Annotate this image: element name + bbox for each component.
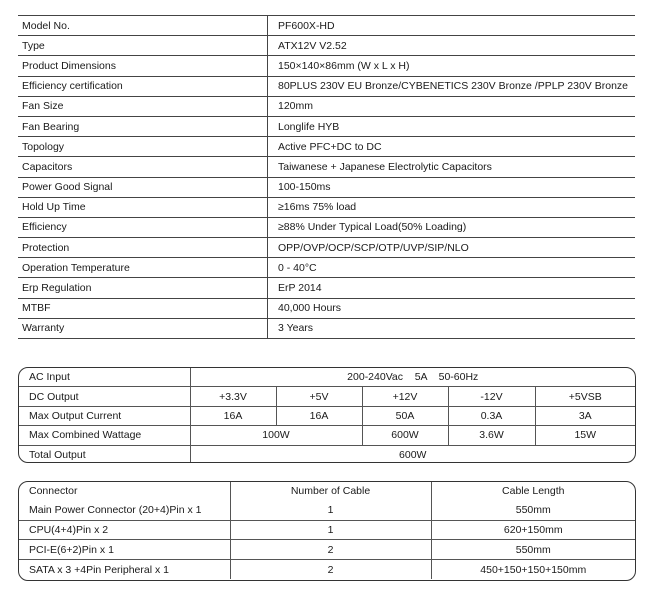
cable-length: 550mm bbox=[431, 501, 635, 520]
spec-value: 120mm bbox=[268, 96, 636, 116]
spec-label: Warranty bbox=[18, 318, 268, 338]
connector-row bbox=[19, 560, 635, 579]
cable-count: 1 bbox=[230, 520, 431, 540]
max-current-row bbox=[19, 406, 635, 425]
spec-label: MTBF bbox=[18, 298, 268, 318]
spec-row bbox=[18, 278, 635, 298]
max-combined-label: Max Combined Wattage bbox=[19, 426, 190, 445]
spec-label: Capacitors bbox=[18, 157, 268, 177]
cable-length: 550mm bbox=[431, 540, 635, 560]
current-3v3: 16A bbox=[190, 406, 276, 425]
header-number-of-cable: Number of Cable bbox=[230, 482, 431, 501]
spec-label: Topology bbox=[18, 137, 268, 157]
rail-3v3: +3.3V bbox=[190, 387, 276, 406]
header-connector: Connector bbox=[19, 482, 230, 501]
spec-label: Fan Size bbox=[18, 96, 268, 116]
connector-table bbox=[18, 481, 636, 581]
current-neg12v: 0.3A bbox=[448, 406, 535, 425]
spec-row bbox=[18, 298, 635, 318]
spec-label: Efficiency certification bbox=[18, 76, 268, 96]
connector-name: SATA x 3 +4Pin Peripheral x 1 bbox=[19, 560, 230, 579]
spec-row bbox=[18, 217, 635, 237]
connector-row bbox=[19, 501, 635, 520]
current-5v: 16A bbox=[276, 406, 362, 425]
spec-label: Model No. bbox=[18, 16, 268, 36]
cable-length: 450+150+150+150mm bbox=[480, 563, 587, 576]
spec-row bbox=[18, 36, 635, 56]
rail-5vsb: +5VSB bbox=[535, 387, 635, 406]
spec-table bbox=[18, 15, 635, 339]
rail-neg12v: -12V bbox=[448, 387, 535, 406]
combined-12v: 600W bbox=[362, 426, 448, 445]
spec-row bbox=[18, 137, 635, 157]
connector-row bbox=[19, 520, 635, 540]
spec-label: Fan Bearing bbox=[18, 116, 268, 136]
spec-value: Longlife HYB bbox=[268, 116, 636, 136]
power-output-table bbox=[18, 367, 636, 463]
spec-value: 150×140×86mm (W x L x H) bbox=[268, 56, 636, 76]
spec-row bbox=[18, 16, 635, 36]
dc-output-label: DC Output bbox=[19, 387, 190, 406]
spec-value: 100-150ms bbox=[268, 177, 636, 197]
connector-row bbox=[19, 540, 635, 560]
current-12v: 50A bbox=[362, 406, 448, 425]
spec-label: Operation Temperature bbox=[18, 258, 268, 278]
spec-label: Type bbox=[18, 36, 268, 56]
spec-row bbox=[18, 318, 635, 338]
dc-output-row bbox=[19, 387, 635, 406]
total-output-row bbox=[19, 445, 635, 463]
spec-row bbox=[18, 56, 635, 76]
spec-row bbox=[18, 238, 635, 258]
spec-label: Protection bbox=[18, 238, 268, 258]
max-current-label: Max Output Current bbox=[19, 406, 190, 425]
spec-value: Taiwanese + Japanese Electrolytic Capacitors bbox=[268, 157, 636, 177]
connector-name: Main Power Connector (20+4)Pin x 1 bbox=[19, 501, 230, 520]
spec-label: Power Good Signal bbox=[18, 177, 268, 197]
spec-value: ≥88% Under Typical Load(50% Loading) bbox=[268, 217, 636, 237]
spec-value: 80PLUS 230V EU Bronze/CYBENETICS 230V Bronze /PPLP 230V Bronze bbox=[268, 76, 636, 96]
spec-row bbox=[18, 116, 635, 136]
rail-5v: +5V bbox=[276, 387, 362, 406]
spec-row bbox=[18, 157, 635, 177]
spec-label: Erp Regulation bbox=[18, 278, 268, 298]
spec-value: Active PFC+DC to DC bbox=[268, 137, 636, 157]
connector-header-row bbox=[19, 482, 635, 501]
ac-input-value: 200-240Vac 5A 50-60Hz bbox=[190, 368, 635, 387]
rail-12v: +12V bbox=[362, 387, 448, 406]
spec-value: ≥16ms 75% load bbox=[268, 197, 636, 217]
connector-name: PCI-E(6+2)Pin x 1 bbox=[19, 540, 230, 560]
max-combined-row bbox=[19, 426, 635, 445]
current-5vsb: 3A bbox=[535, 406, 635, 425]
ac-input-row bbox=[19, 368, 635, 387]
ac-input-label: AC Input bbox=[19, 368, 190, 387]
spec-row bbox=[18, 96, 635, 116]
header-cable-length: Cable Length bbox=[502, 485, 565, 498]
combined-5vsb: 15W bbox=[535, 426, 635, 445]
combined-neg12v: 3.6W bbox=[448, 426, 535, 445]
spec-value: 40,000 Hours bbox=[268, 298, 636, 318]
combined-3v3-5v: 100W bbox=[190, 426, 362, 445]
connector-name: CPU(4+4)Pin x 2 bbox=[19, 520, 230, 540]
spec-label: Product Dimensions bbox=[18, 56, 268, 76]
spec-value: OPP/OVP/OCP/SCP/OTP/UVP/SIP/NLO bbox=[268, 238, 636, 258]
total-output-value: 600W bbox=[399, 448, 427, 461]
spec-row bbox=[18, 76, 635, 96]
cable-count: 1 bbox=[230, 501, 431, 520]
cable-count: 2 bbox=[230, 560, 431, 579]
spec-value: 3 Years bbox=[268, 318, 636, 338]
spec-label: Hold Up Time bbox=[18, 197, 268, 217]
spec-row bbox=[18, 258, 635, 278]
spec-value: 0 - 40°C bbox=[268, 258, 636, 278]
spec-value: ErP 2014 bbox=[268, 278, 636, 298]
spec-row bbox=[18, 177, 635, 197]
spec-label: Efficiency bbox=[18, 217, 268, 237]
cable-length: 620+150mm bbox=[431, 520, 635, 540]
spec-row bbox=[18, 197, 635, 217]
spec-value: ATX12V V2.52 bbox=[268, 36, 636, 56]
cable-count: 2 bbox=[230, 540, 431, 560]
spec-value: PF600X-HD bbox=[268, 16, 636, 36]
total-output-label: Total Output bbox=[19, 445, 190, 463]
